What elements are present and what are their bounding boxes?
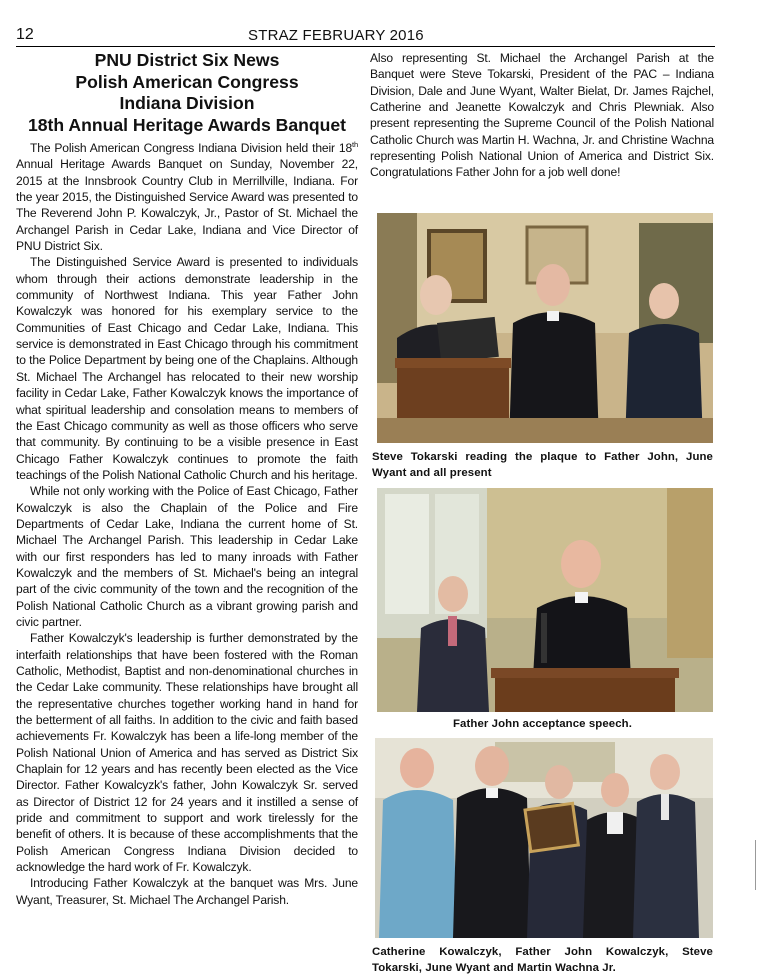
paragraph-1: The Polish American Congress Indiana Division held their 18th Annual Heritage Awards Banquet on Sunday, November 22, 2015 at the Innsbrook Country Club in Merrillville, Indiana. For the year 2015, the Distinguished Service Award was presented to The Reverend John P. Kowalczyk, Jr., Pastor of St. Michael the Archangel Parish in Cedar Lake, Indiana and Vice Director of PNU District Six.: [16, 139, 358, 254]
caption-photo-1: Steve Tokarski reading the plaque to Father John, June Wyant and all present: [372, 451, 713, 479]
photo-acceptance-speech: [377, 488, 713, 712]
headline-line-3: Indiana Division: [119, 93, 255, 113]
photo-group-image: [375, 738, 713, 938]
paragraph-6: Also representing St. Michael the Archangel Parish at the Banquet were Steve Tokarski, President of the PAC – Indiana Division, Dale and June Wyant, Walter Bielat, Dr. James Rajchel, Catherine and Jeanette Kowalczyk and Chris Plewniak. Also present representing the Supreme Council of the Polish National Catholic Church was Martin H. Wachna, Jr. and Christine Wachna representing Polish National Union of America and District Six. Congratulations Father John for a job well done!: [370, 51, 714, 180]
photo-group: [375, 738, 713, 938]
paragraph-4: Father Kowalczyk's leadership is further demonstrated by the interfaith relationships that have been fostered with the Roman Catholic, Methodist, Baptist and non-denominational churches in the Cedar Lake community. These relationships have brought all the representative churches together working hand in hand for the betterment of all faiths. In addition to the civic and faith based achievements Fr. Kowalczyk has been a life-long member of the Polish National Union of America and has served as District Six Chaplain for 12 years and has recently been elected as the Vice Director. Father Kowalcyzk's father, John Kowalczyk Sr. served as Director of District 12 for 24 years and it instilled a sense of pride and commitment to support and work tirelessly for the benefit of others. It is because of these accomplishments that the Polish American Congress Indiana Division decided to acknowledge the hard work of Fr. Kowalczyk.: [16, 631, 358, 875]
paragraph-3: While not only working with the Police of East Chicago, Father Kowalczyk is also the Chaplain of the Police and Fire Departments of Cedar Lake, Indiana the current home of St. Michael The Archangel Parish. This leadership in Cedar Lake with our first responders has led to many inroads with Father Kowalczyk and the members of St. Michael's being an integral part of the civic community of the town and the recognition of the Polish National Catholic Church as a vibrant growing parish and civic partner.: [16, 484, 358, 629]
page-header: [16, 24, 715, 47]
masthead: STRAZ FEBRUARY 2016: [248, 27, 424, 44]
photo-acceptance-speech-image: [377, 488, 713, 712]
caption-photo-2: Father John acceptance speech.: [453, 718, 632, 730]
headline-line-1: PNU District Six News: [94, 50, 280, 70]
article-right-column: [370, 50, 714, 181]
paragraph-2: The Distinguished Service Award is presented to individuals whom through their actions demonstrate leadership in the community of Northwest Indiana. This year Father John Kowalczyk was honored for his exemplary service to the Communities of East Chicago and Cedar Lake, Indiana. This service is demonstrated in East Chicago through his commitment to the Police Department by being one of the Chaplains. Although St. Michael The Archangel has relocated to their new worship facility in Cedar Lake, Father Kowalczyk knows the importance of what spiritual leadership and consolation means to members of the East Chicago community as well as those officers who serve that community. By continuing to be a visible presence in East Chicago Father Kowalczyk continues to promote the faith teachings of the Polish National Catholic Church and his heritage.: [16, 255, 358, 482]
caption-photo-3: Catherine Kowalczyk, Father John Kowalczyk, Steve Tokarski, June Wyant and Martin Wachna Jr.: [372, 946, 713, 974]
column-edge-line: [755, 840, 756, 890]
page-number: 12: [16, 26, 34, 43]
headline-line-2: Polish American Congress: [75, 71, 299, 92]
paragraph-5: Introducing Father Kowalczyk at the banquet was Mrs. June Wyant, Treasurer, St. Michael The Archangel Parish.: [16, 876, 358, 907]
article-left-column: [16, 50, 358, 908]
photo-plaque-reading-image: [377, 213, 713, 443]
photo-plaque-reading: [377, 213, 713, 443]
headline-line-4: 18th Annual Heritage Awards Banquet: [27, 114, 347, 135]
